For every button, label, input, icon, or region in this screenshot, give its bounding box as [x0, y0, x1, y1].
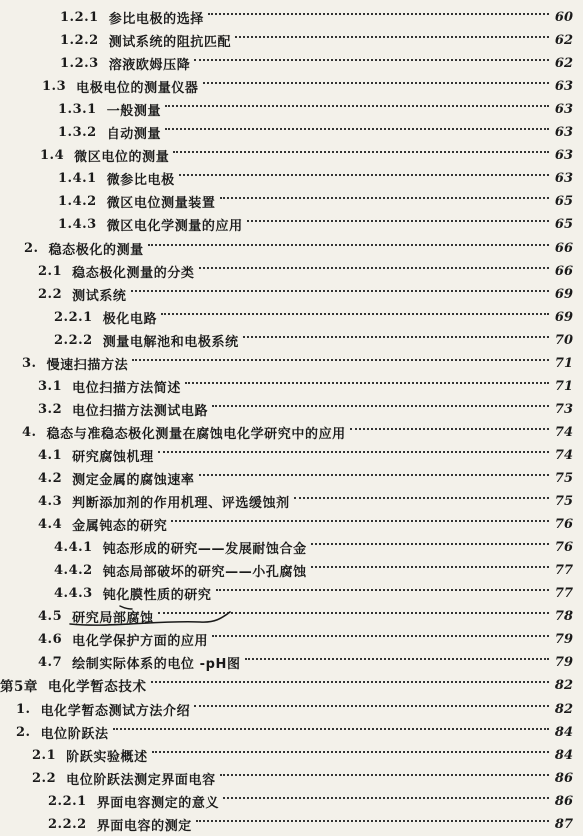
dot-leader: [179, 174, 549, 176]
section-number: 1.4.1: [58, 170, 97, 186]
toc-entry: [22, 351, 573, 375]
section-number: 2.2: [32, 770, 57, 786]
page-number: 63: [554, 124, 573, 140]
page-number: 63: [554, 101, 573, 117]
page-number: 63: [554, 147, 573, 163]
section-title: 电位阶跃法: [40, 726, 109, 742]
page-number: 74: [554, 447, 573, 463]
page-number: 77: [554, 585, 573, 601]
dot-leader: [311, 543, 549, 545]
dot-leader: [235, 36, 549, 38]
page-number: 60: [554, 9, 573, 25]
section-title: 电位扫描方法简述: [72, 380, 181, 396]
section-title: 钝态形成的研究——发展耐蚀合金: [102, 541, 307, 557]
section-title: 微区电位的测量: [74, 149, 170, 165]
section-title: 自动测量: [106, 126, 162, 142]
section-number: 1.3: [42, 78, 67, 94]
toc-entry: [60, 51, 573, 75]
section-title: 电位阶跃法测定界面电容: [66, 772, 216, 788]
section-number: 4.4: [38, 516, 63, 532]
page-number: 76: [554, 539, 573, 555]
section-number: 3.1: [38, 378, 63, 394]
section-number: 2.2.2: [48, 816, 87, 832]
section-number: 2.: [16, 724, 31, 740]
section-title: 界面电容测定的意义: [96, 795, 220, 811]
section-title: 钝化膜性质的研究: [102, 587, 212, 603]
page-number: 82: [554, 677, 573, 693]
section-number: 2.2.1: [54, 309, 93, 325]
dot-leader: [220, 197, 549, 199]
section-title: 电化学暂态测试方法介绍: [40, 703, 191, 719]
section-number: 2.1: [38, 263, 63, 279]
page-number: 78: [554, 608, 573, 624]
page-number: 84: [554, 724, 573, 740]
page-number: 86: [554, 770, 573, 786]
section-title: 阶跃实验概述: [66, 749, 148, 765]
section-number: 2.2.2: [54, 332, 93, 348]
section-title: 金属钝态的研究: [72, 518, 168, 534]
section-number: 4.4.1: [54, 539, 93, 555]
section-title: 微区电位测量装置: [106, 195, 216, 211]
page-number: 63: [554, 78, 573, 94]
page-number: 71: [554, 378, 573, 394]
section-number: 4.1: [38, 447, 63, 463]
section-number: 4.7: [38, 654, 63, 670]
toc-entry: [22, 420, 573, 444]
dot-leader: [350, 428, 549, 430]
section-number: 4.5: [38, 608, 63, 624]
dot-leader: [158, 612, 549, 614]
dot-leader: [165, 128, 549, 130]
dot-leader: [161, 313, 549, 315]
dot-leader: [245, 658, 549, 660]
page-number: 82: [554, 701, 573, 717]
section-number: 2.2: [38, 286, 63, 302]
section-title: 电位扫描方法测试电路: [72, 403, 209, 419]
page-number: 73: [554, 401, 573, 417]
toc-entry: [32, 766, 573, 790]
dot-leader: [208, 13, 549, 15]
section-number: 1.2.3: [60, 55, 99, 71]
section-title: 慢速扫描方法: [46, 357, 129, 373]
dot-leader: [151, 681, 549, 683]
dot-leader: [173, 151, 549, 153]
dot-leader: [171, 520, 549, 522]
dot-leader: [194, 705, 549, 707]
toc-entry: [60, 28, 573, 52]
page-number: 69: [554, 309, 573, 325]
section-title: 界面电容的测定: [96, 818, 192, 834]
section-title: 测定金属的腐蚀速率: [72, 472, 195, 488]
toc-entry: [54, 535, 573, 559]
page-number: 62: [554, 55, 573, 71]
section-number: 1.4.3: [58, 216, 97, 232]
section-title: 研究局部腐蚀: [72, 610, 154, 626]
toc-entry: [38, 512, 573, 536]
dot-leader: [203, 82, 549, 84]
section-title: 稳态极化的测量: [48, 242, 144, 258]
toc-entry: [38, 259, 573, 283]
toc-entry: [38, 443, 573, 467]
section-number: 4.3: [38, 493, 63, 509]
dot-leader: [196, 820, 549, 822]
page-number: 70: [554, 332, 573, 348]
page-number: 66: [554, 240, 573, 256]
toc-entry: [58, 120, 573, 144]
dot-leader: [131, 290, 549, 292]
toc-entry: [38, 282, 573, 306]
dot-leader: [223, 797, 549, 799]
dot-leader: [216, 589, 549, 591]
toc-entry: [54, 581, 573, 605]
page-number: 75: [554, 470, 573, 486]
dot-leader: [199, 267, 549, 269]
dot-leader: [158, 451, 549, 453]
dot-leader: [243, 336, 549, 338]
section-title: 参比电极的选择: [108, 11, 204, 27]
page-number: 84: [554, 747, 573, 763]
toc-entry: [38, 374, 573, 398]
page-number: 74: [554, 424, 573, 440]
section-title: 测量电解池和电极系统: [102, 334, 239, 350]
dot-leader: [113, 728, 549, 730]
dot-leader: [220, 774, 549, 776]
dot-leader: [132, 359, 549, 361]
toc-entry: [38, 604, 573, 628]
toc-entry: [38, 650, 573, 674]
section-number: 1.2.2: [60, 32, 99, 48]
toc-entry: [54, 558, 573, 582]
section-title: 溶液欧姆压降: [108, 57, 191, 73]
toc-entry: [16, 697, 573, 721]
dot-leader: [212, 405, 549, 407]
section-number: 1.3.1: [58, 101, 97, 117]
dot-leader: [311, 566, 549, 568]
section-number: 第5章: [0, 679, 38, 695]
section-number: 1.2.1: [60, 9, 99, 25]
page-number: 76: [554, 516, 573, 532]
toc-entry: [24, 236, 573, 260]
page-number: 75: [554, 493, 573, 509]
dot-leader: [148, 244, 549, 246]
section-number: 4.4.2: [54, 562, 93, 578]
page-number: 65: [554, 216, 573, 232]
section-title: 电化学暂态技术: [47, 679, 147, 695]
toc-entry: [58, 189, 573, 213]
toc-entry: [32, 743, 573, 767]
page-number: 79: [554, 654, 573, 670]
section-title: 研究腐蚀机理: [72, 449, 154, 465]
section-title: 电极电位的测量仪器: [76, 80, 199, 96]
dot-leader: [199, 474, 549, 476]
section-number: 1.3.2: [58, 124, 97, 140]
page-number: 63: [554, 170, 573, 186]
dot-leader: [194, 59, 549, 61]
section-number: 2.: [24, 240, 39, 256]
section-number: 2.2.1: [48, 793, 87, 809]
page-number: 62: [554, 32, 573, 48]
dot-leader: [247, 220, 549, 222]
section-title: 稳态极化测量的分类: [72, 265, 195, 281]
section-title: 判断添加剂的作用机理、评选缓蚀剂: [72, 495, 290, 511]
page-number: 87: [554, 816, 573, 832]
section-title: 电化学保护方面的应用: [72, 633, 209, 649]
toc-entry: [0, 673, 573, 697]
toc-entry: [58, 166, 573, 190]
toc-entry: [54, 328, 573, 352]
page-number: 77: [554, 562, 573, 578]
section-number: 4.2: [38, 470, 63, 486]
toc-entry: [58, 212, 573, 236]
toc-entry: [40, 143, 573, 167]
section-title: 微区电化学测量的应用: [106, 218, 243, 234]
section-number: 1.4.2: [58, 193, 97, 209]
page-number: 65: [554, 193, 573, 209]
section-number: 4.6: [38, 631, 63, 647]
toc-entry: [38, 397, 573, 421]
section-title: 稳态与准稳态极化测量在腐蚀电化学研究中的应用: [46, 426, 346, 442]
toc-entry: [60, 5, 573, 29]
section-number: 2.1: [32, 747, 57, 763]
toc-entry: [16, 720, 573, 744]
toc-entry: [58, 97, 573, 121]
page-number: 69: [554, 286, 573, 302]
section-number: 1.: [16, 701, 31, 717]
page-number: 86: [554, 793, 573, 809]
section-title: 测试系统的阻抗匹配: [108, 34, 232, 50]
toc-entry: [48, 789, 573, 813]
toc-entry: [54, 305, 573, 329]
section-number: 1.4: [40, 147, 65, 163]
dot-leader: [212, 635, 549, 637]
section-title: 钝态局部破坏的研究——小孔腐蚀: [102, 564, 307, 580]
toc-entry: [38, 466, 573, 490]
toc-entry: [38, 627, 573, 651]
toc-entry: [48, 812, 573, 836]
dot-leader: [165, 105, 549, 107]
page-number: 66: [554, 263, 573, 279]
dot-leader: [152, 751, 549, 753]
section-number: 4.4.3: [54, 585, 93, 601]
toc-entry: [38, 489, 573, 513]
section-number: 3.2: [38, 401, 63, 417]
section-title: 微参比电极: [106, 172, 175, 188]
section-number: 3.: [22, 355, 37, 371]
section-number: 4.: [22, 424, 37, 440]
page-number: 71: [554, 355, 573, 371]
page-number: 79: [554, 631, 573, 647]
section-title: 绘制实际体系的电位 -pH图: [72, 656, 241, 672]
dot-leader: [294, 497, 549, 499]
dot-leader: [185, 382, 549, 384]
section-title: 一般测量: [106, 103, 162, 119]
section-title: 极化电路: [102, 311, 158, 327]
section-title: 测试系统: [72, 288, 127, 304]
toc-entry: [42, 74, 573, 98]
